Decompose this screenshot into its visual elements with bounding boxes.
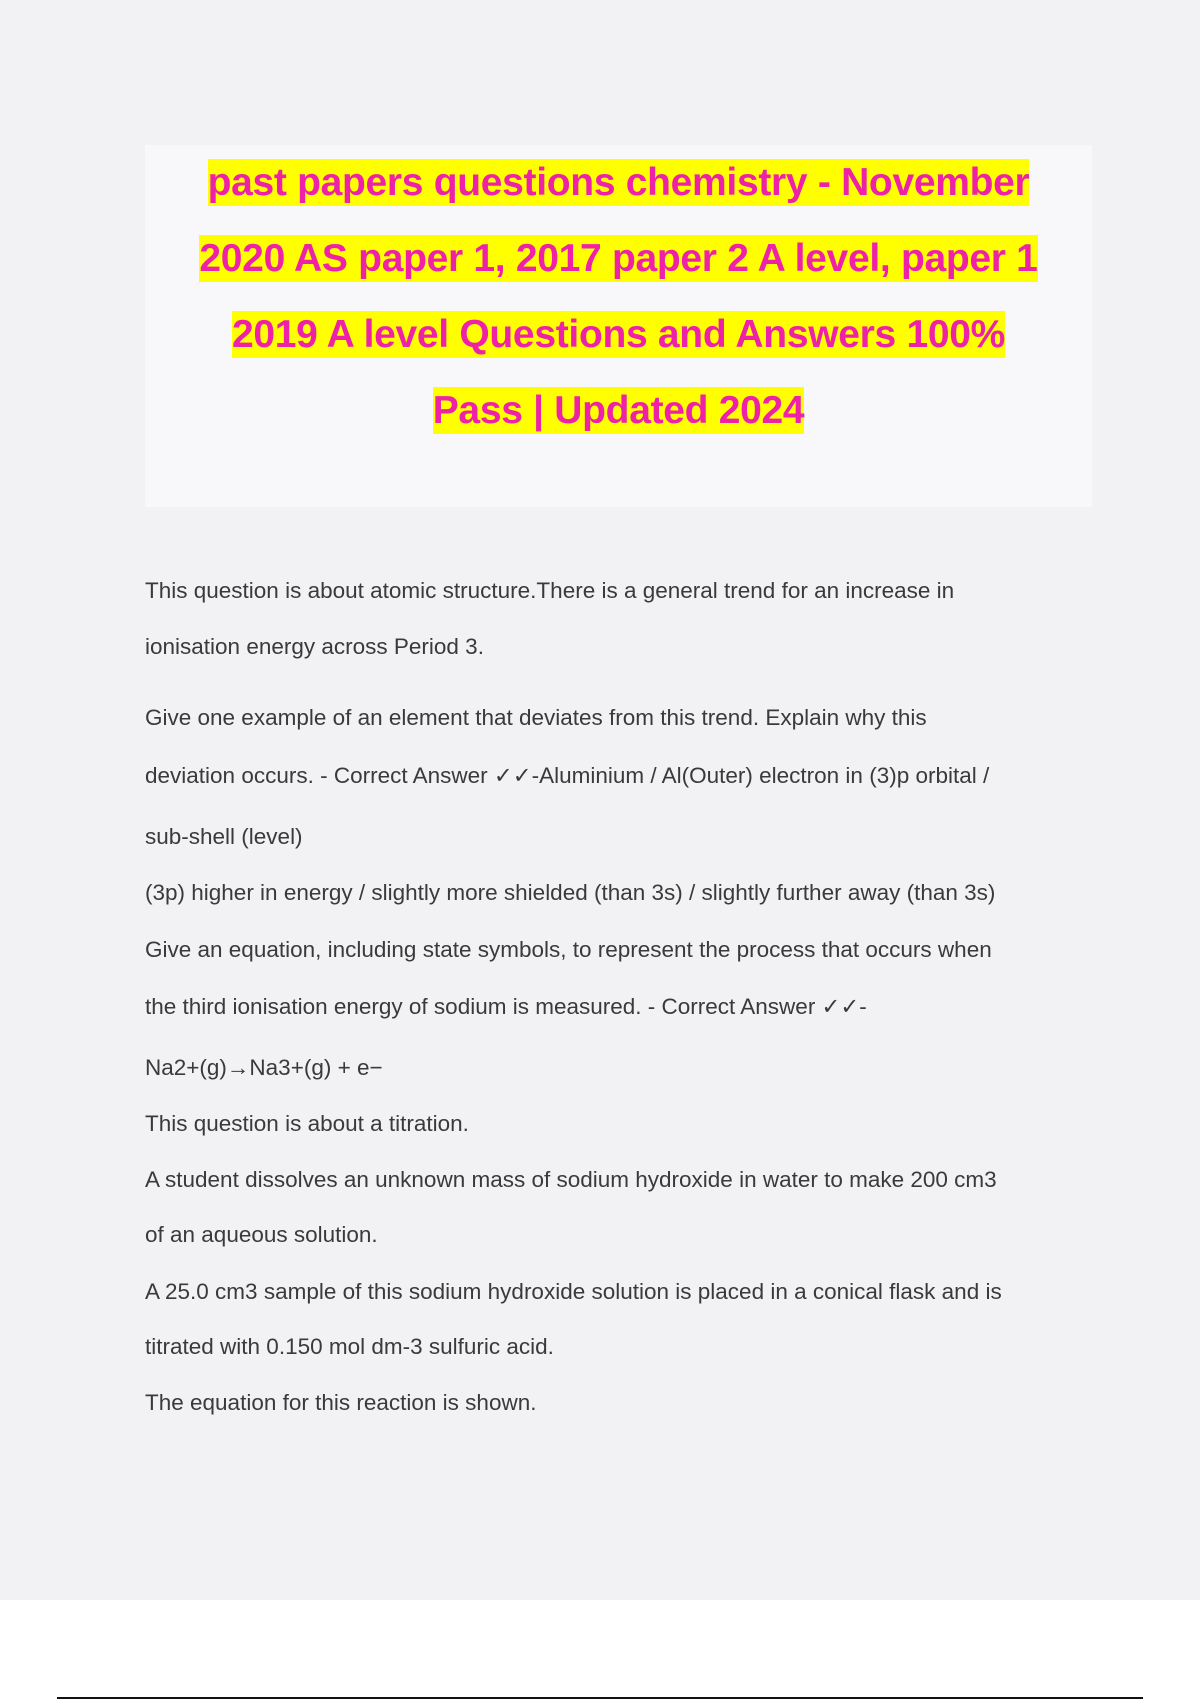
body-line: A 25.0 cm3 sample of this sodium hydroxide solution is placed in a conical flask and is xyxy=(145,1279,1002,1304)
body-line: the third ionisation energy of sodium is measured. - Correct Answer ✓✓- xyxy=(145,994,867,1019)
body-line: This question is about atomic structure.There is a general trend for an increase in xyxy=(145,578,955,603)
body-line: This question is about a titration. xyxy=(145,1111,469,1136)
title-box xyxy=(145,145,1092,507)
body-line: (3p) higher in energy / slightly more shielded (than 3s) / slightly further away (than 3s) xyxy=(145,880,996,905)
body-line: The equation for this reaction is shown. xyxy=(145,1390,537,1415)
footer-rule xyxy=(57,1697,1143,1699)
title-line-4: Pass | Updated 2024 xyxy=(432,389,805,432)
body-line: Na2+(g)→Na3+(g) + e− xyxy=(145,1055,383,1080)
body-line: Give an equation, including state symbols, to represent the process that occurs when xyxy=(145,937,992,962)
document-title xyxy=(145,145,1092,449)
body-line: titrated with 0.150 mol dm-3 sulfuric acid. xyxy=(145,1334,554,1359)
body-line: A student dissolves an unknown mass of sodium hydroxide in water to make 200 cm3 xyxy=(145,1167,997,1192)
title-line-3: 2019 A level Questions and Answers 100% xyxy=(232,313,1005,356)
body-line: deviation occurs. - Correct Answer ✓✓-Aluminium / Al(Outer) electron in (3)p orbital / xyxy=(145,763,990,788)
body-line: ionisation energy across Period 3. xyxy=(145,634,484,659)
body-line: Give one example of an element that deviates from this trend. Explain why this xyxy=(145,705,927,730)
title-line-1: past papers questions chemistry - November xyxy=(207,161,1030,204)
title-line-2: 2020 AS paper 1, 2017 paper 2 A level, paper 1 xyxy=(199,237,1038,280)
body-line: sub-shell (level) xyxy=(145,824,303,849)
body-line: of an aqueous solution. xyxy=(145,1222,378,1247)
